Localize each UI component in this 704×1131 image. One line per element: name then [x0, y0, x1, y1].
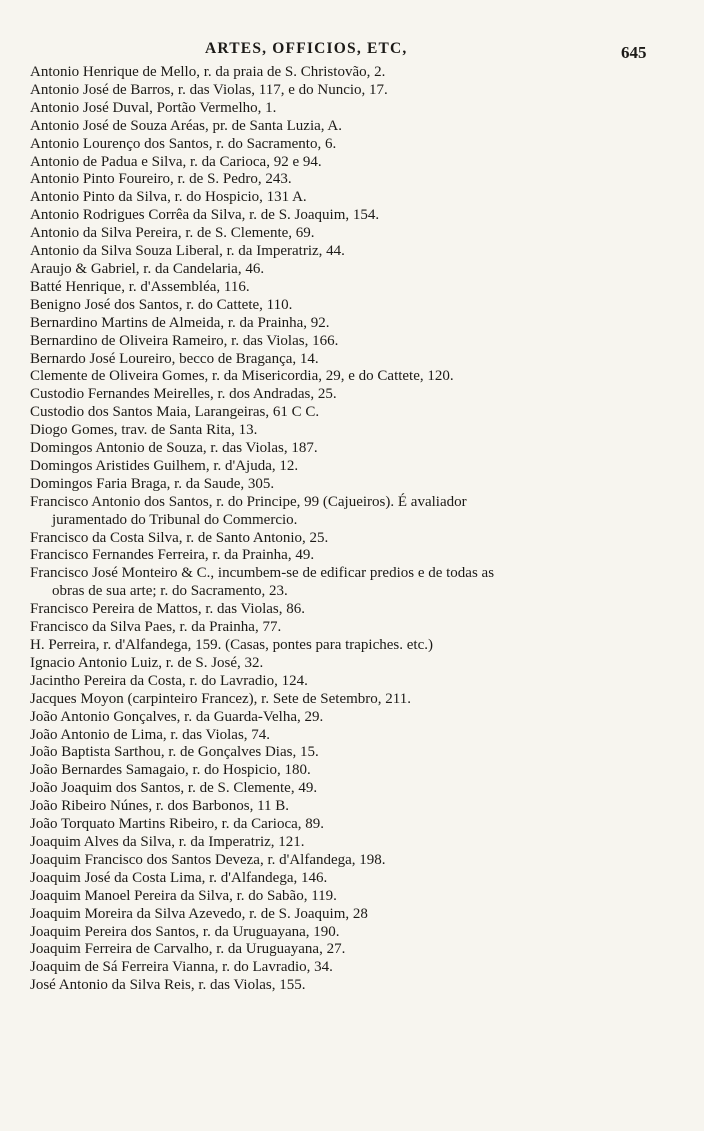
- list-item: Jacques Moyon (carpinteiro Francez), r. Sete de Setembro, 211.: [30, 690, 411, 707]
- list-item: José Antonio da Silva Reis, r. das Violas, 155.: [30, 977, 306, 994]
- list-item: Joaquim de Sá Ferreira Vianna, r. do Lavradio, 34.: [30, 959, 333, 976]
- list-item: Bernardo José Loureiro, becco de Bragança, 14.: [30, 350, 319, 367]
- list-item: Custodio dos Santos Maia, Larangeiras, 61 C C.: [30, 404, 320, 421]
- list-item: Antonio Henrique de Mello, r. da praia de S. Christovão, 2.: [30, 64, 386, 80]
- list-item: Antonio Pinto da Silva, r. do Hospicio, 131 A.: [30, 189, 307, 206]
- list-item: Joaquim Ferreira de Carvalho, r. da Uruguayana, 27.: [30, 941, 346, 958]
- list-item: Antonio José Duval, Portão Vermelho, 1.: [30, 99, 277, 116]
- list-item: Domingos Antonio de Souza, r. das Violas, 187.: [30, 440, 318, 457]
- directory-list: [30, 64, 670, 995]
- list-item: Francisco da Silva Paes, r. da Prainha, 77.: [30, 619, 282, 636]
- list-item: João Antonio Gonçalves, r. da Guarda-Velha, 29.: [30, 708, 324, 725]
- list-item: Clemente de Oliveira Gomes, r. da Misericordia, 29, e do Cattete, 120.: [30, 368, 454, 385]
- list-item-continuation: juramentado do Tribunal do Commercio.: [52, 511, 298, 528]
- list-item-continuation: obras de sua arte; r. do Sacramento, 23.: [52, 583, 288, 600]
- list-item: Antonio da Silva Pereira, r. de S. Clemente, 69.: [30, 225, 315, 242]
- page-header: [0, 40, 704, 66]
- list-item: Araujo & Gabriel, r. da Candelaria, 46.: [30, 260, 265, 277]
- list-item: Bernardino de Oliveira Rameiro, r. das Violas, 166.: [30, 332, 339, 349]
- list-item: Antonio Lourenço dos Santos, r. do Sacramento, 6.: [30, 135, 337, 152]
- list-item: Joaquim Alves da Silva, r. da Imperatriz, 121.: [30, 833, 305, 850]
- list-item: H. Perreira, r. d'Alfandega, 159. (Casas, pontes para trapiches. etc.): [30, 637, 433, 653]
- list-item: Antonio de Padua e Silva, r. da Carioca, 92 e 94.: [30, 153, 322, 170]
- list-item: Francisco Pereira de Mattos, r. das Violas, 86.: [30, 601, 306, 618]
- list-item: Domingos Faria Braga, r. da Saude, 305.: [30, 475, 275, 492]
- list-item: Benigno José dos Santos, r. do Cattete, 110.: [30, 296, 293, 313]
- list-item: Antonio José de Souza Aréas, pr. de Santa Luzia, A.: [30, 117, 343, 134]
- page-number: 645: [621, 43, 647, 62]
- list-item: Joaquim Moreira da Silva Azevedo, r. de S. Joaquim, 28: [30, 905, 368, 922]
- list-item: João Joaquim dos Santos, r. de S. Clemente, 49.: [30, 780, 318, 797]
- list-item: João Bernardes Samagaio, r. do Hospicio, 180.: [30, 762, 311, 779]
- list-item: Ignacio Antonio Luiz, r. de S. José, 32.: [30, 654, 264, 671]
- list-item: Joaquim Manoel Pereira da Silva, r. do Sabão, 119.: [30, 887, 337, 904]
- list-item: Custodio Fernandes Meirelles, r. dos Andradas, 25.: [30, 386, 337, 403]
- list-item: João Torquato Martins Ribeiro, r. da Carioca, 89.: [30, 816, 325, 833]
- list-item: Antonio José de Barros, r. das Violas, 117, e do Nuncio, 17.: [30, 81, 388, 98]
- list-item: Joaquim Pereira dos Santos, r. da Uruguayana, 190.: [30, 923, 340, 940]
- list-item: Antonio Rodrigues Corrêa da Silva, r. de S. Joaquim, 154.: [30, 207, 380, 224]
- list-item: Francisco Antonio dos Santos, r. do Principe, 99 (Cajueiros). É avaliador: [30, 493, 467, 510]
- list-item: Domingos Aristides Guilhem, r. d'Ajuda, 12.: [30, 457, 299, 474]
- list-item: Francisco José Monteiro & C., incumbem-se de edificar predios e de todas as: [30, 565, 495, 582]
- list-item: Francisco da Costa Silva, r. de Santo Antonio, 25.: [30, 529, 329, 546]
- list-item: Joaquim José da Costa Lima, r. d'Alfandega, 146.: [30, 869, 328, 886]
- list-item: Antonio da Silva Souza Liberal, r. da Imperatriz, 44.: [30, 243, 345, 260]
- list-item: Francisco Fernandes Ferreira, r. da Prainha, 49.: [30, 547, 315, 564]
- section-title: ARTES, OFFICIOS, ETC,: [205, 40, 408, 57]
- list-item: Diogo Gomes, trav. de Santa Rita, 13.: [30, 422, 258, 439]
- list-item: Jacintho Pereira da Costa, r. do Lavradio, 124.: [30, 672, 308, 689]
- list-item: Antonio Pinto Foureiro, r. de S. Pedro, 243.: [30, 171, 292, 188]
- list-item: João Baptista Sarthou, r. de Gonçalves Dias, 15.: [30, 744, 319, 761]
- list-item: Bernardino Martins de Almeida, r. da Prainha, 92.: [30, 314, 330, 331]
- list-item: Joaquim Francisco dos Santos Deveza, r. d'Alfandega, 198.: [30, 851, 386, 868]
- list-item: Batté Henrique, r. d'Assembléa, 116.: [30, 278, 250, 295]
- list-item: João Ribeiro Núnes, r. dos Barbonos, 11 B.: [30, 798, 290, 815]
- list-item: João Antonio de Lima, r. das Violas, 74.: [30, 726, 271, 743]
